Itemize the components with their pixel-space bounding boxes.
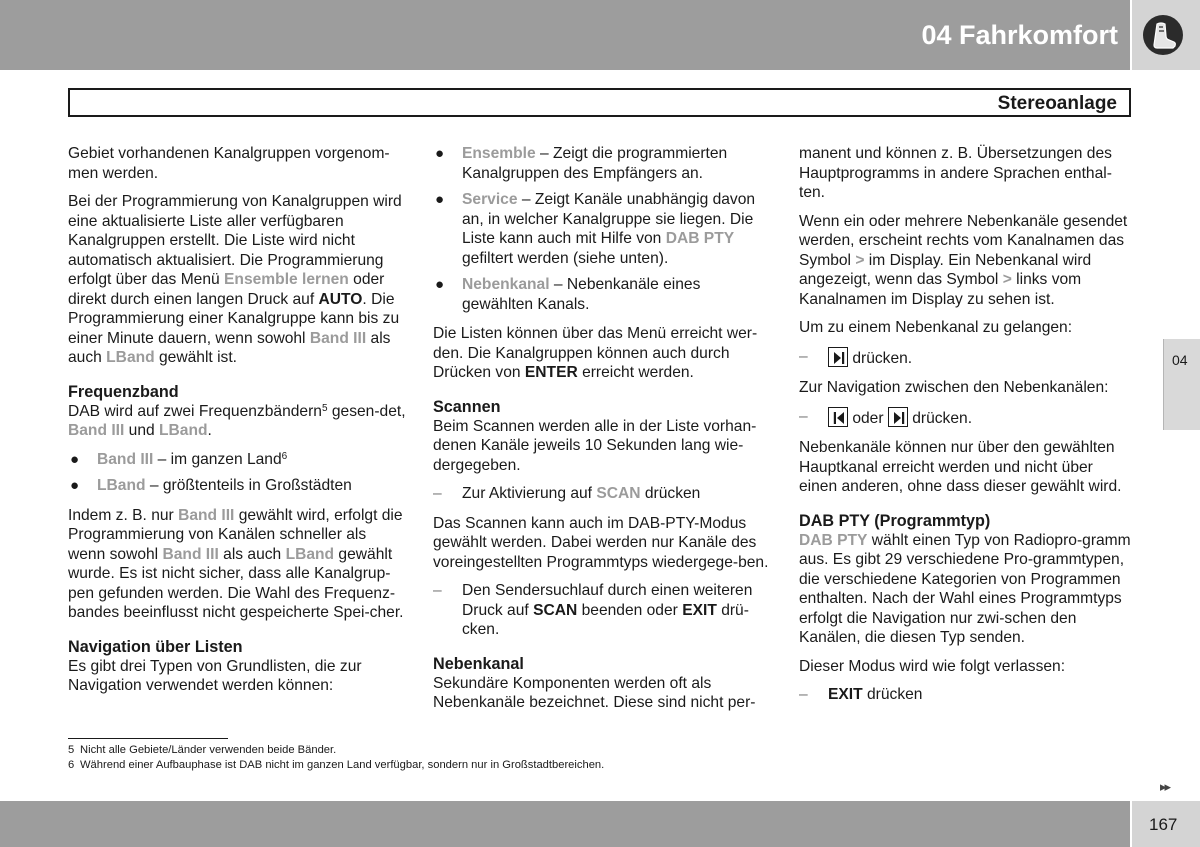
footnotes: [68, 743, 604, 773]
footnote: 6 Während einer Aufbauphase ist DAB nicht im ganzen Land verfügbar, sondern nur in Großstadtbereichen.: [68, 759, 605, 771]
paragraph: Gebiet vorhandenen Kanalgruppen vorgenom-men werden.: [68, 145, 390, 182]
list-item: ● Nebenkanal – Nebenkanäle eines gewählten Kanals.: [435, 276, 701, 313]
column-3: [799, 144, 1135, 715]
paragraph: Um zu einem Nebenkanal zu gelangen:: [799, 319, 1073, 336]
paragraph: Das Scannen kann auch im DAB-PTY-Modus gewählt werden. Dabei werden nur Kanäle des voreingestellten Programmtyps wiedergege-ben.: [433, 514, 769, 571]
paragraph: manent und können z. B. Übersetzungen des Hauptprogramms in andere Sprachen enthal-ten.: [799, 145, 1112, 201]
heading-nebenkanal: Nebenkanal: [433, 654, 524, 673]
heading-navigation: Navigation über Listen: [68, 637, 243, 656]
heading-scannen: Scannen: [433, 397, 501, 416]
dash-item: – oder drücken.: [799, 407, 973, 427]
chapter-title: 04 Fahrkomfort: [921, 20, 1118, 50]
heading-frequenzband: Frequenzband: [68, 382, 179, 401]
section-header: [68, 88, 1131, 117]
paragraph: Sekundäre Komponenten werden oft als Nebenkanäle bezeichnet. Diese sind nicht per-: [433, 674, 756, 711]
column-2: [433, 144, 771, 722]
chapter-icon-box: [1132, 0, 1200, 70]
heading-dab-pty: DAB PTY (Programmtyp): [799, 511, 991, 530]
footer-bar: [0, 801, 1130, 847]
header-bar: [0, 0, 1130, 70]
list-item: ● Service – Zeigt Kanäle unabhängig davon an, in welcher Kanalgruppe sie liegen. Die Liste kann auch mit Hilfe von DAB PTY gefiltert werden (siehe unten).: [435, 191, 756, 267]
dash-item: – drücken.: [799, 347, 913, 367]
dash-item: – Zur Aktivierung auf SCAN drücken: [433, 485, 701, 502]
chapter-tab[interactable]: 04: [1163, 339, 1200, 430]
paragraph: Beim Scannen werden alle in der Liste vorhan-denen Kanäle jeweils 10 Sekunden lang wie-dergegeben.: [433, 417, 757, 474]
list-item: ● Band III – im ganzen Land$^6$: [70, 450, 288, 468]
footnote-divider: [68, 738, 228, 739]
paragraph: DAB wird auf zwei Frequenzbändern$^5$ gesen-det, Band III und LBand.: [68, 402, 406, 439]
dash-item: – Den Sendersuchlauf durch einen weiteren Druck auf SCAN beenden oder EXIT drü-cken.: [433, 582, 753, 638]
list-item: ● LBand – größtenteils in Großstädten: [70, 477, 352, 494]
footnote: 5 Nicht alle Gebiete/Länder verwenden beide Bänder.: [68, 744, 337, 756]
next-button-icon: [888, 407, 908, 427]
paragraph: DAB PTY wählt einen Typ von Radiopro-gramm aus. Es gibt 29 verschiedene Pro-grammtypen, die verschiedene Kategorien von Programmen enthalten. Nach der Wahl eines Programmtyps erfolgt die Navigation nur zwi-schen den Kanälen, die diesen Typ senden.: [799, 531, 1131, 646]
paragraph: Die Listen können über das Menü erreicht wer-den. Die Kanalgruppen können auch durch Drücken von ENTER erreicht werden.: [433, 325, 758, 381]
paragraph: Bei der Programmierung von Kanalgruppen wird eine aktualisierte Liste aller verfügbaren Kanalgruppen erstellt. Die Liste wird nicht automatisch aktualisiert. Die Programmierung erfolgt über das Menü Ensemble lernen oder direkt durch einen langen Druck auf AUTO. Die Programmierung einer Kanalgruppe kann bis zu einer Minute dauern, wenn sowohl Band III als auch LBand gewählt ist.: [68, 193, 402, 366]
paragraph: Nebenkanäle können nur über den gewählten Hauptkanal erreicht werden und nicht über einen anderen, ohne dass dieser gewählt wird.: [799, 439, 1122, 495]
page-number-box: [1132, 801, 1200, 847]
paragraph: Wenn ein oder mehrere Nebenkanäle gesendet werden, erscheint rechts vom Kanalnamen das Symbol > im Display. Ein Nebenkanal wird angezeigt, wenn das Symbol > links vom Kanalnamen im Display zu sehen ist.: [799, 212, 1128, 308]
list-item: ● Ensemble – Zeigt die programmierten Kanalgruppen des Empfängers an.: [435, 145, 728, 182]
seat-icon: [1143, 15, 1183, 55]
page-number: 167: [1149, 815, 1178, 834]
paragraph: Indem z. B. nur Band III gewählt wird, erfolgt die Programmierung von Kanälen schneller als wenn sowohl Band III als auch LBand gewählt wurde. Es ist nicht sicher, dass alle Kanalgrup-pen gefunden werden. Die Wahl des Frequenz-bandes beeinflusst nicht gespeicherte Spei-cher.: [68, 506, 404, 621]
paragraph: Zur Navigation zwischen den Nebenkanälen:: [799, 379, 1109, 396]
column-1: [68, 144, 406, 705]
previous-button-icon: [828, 407, 848, 427]
paragraph: Dieser Modus wird wie folgt verlassen:: [799, 657, 1066, 675]
dash-item: – EXIT drücken: [799, 686, 923, 703]
continue-arrows-icon: ▸▸: [1160, 779, 1170, 794]
section-title: Stereoanlage: [997, 93, 1117, 114]
paragraph: Es gibt drei Typen von Grundlisten, die zur Navigation verwendet werden können:: [68, 657, 362, 694]
next-button-icon: [828, 347, 848, 367]
